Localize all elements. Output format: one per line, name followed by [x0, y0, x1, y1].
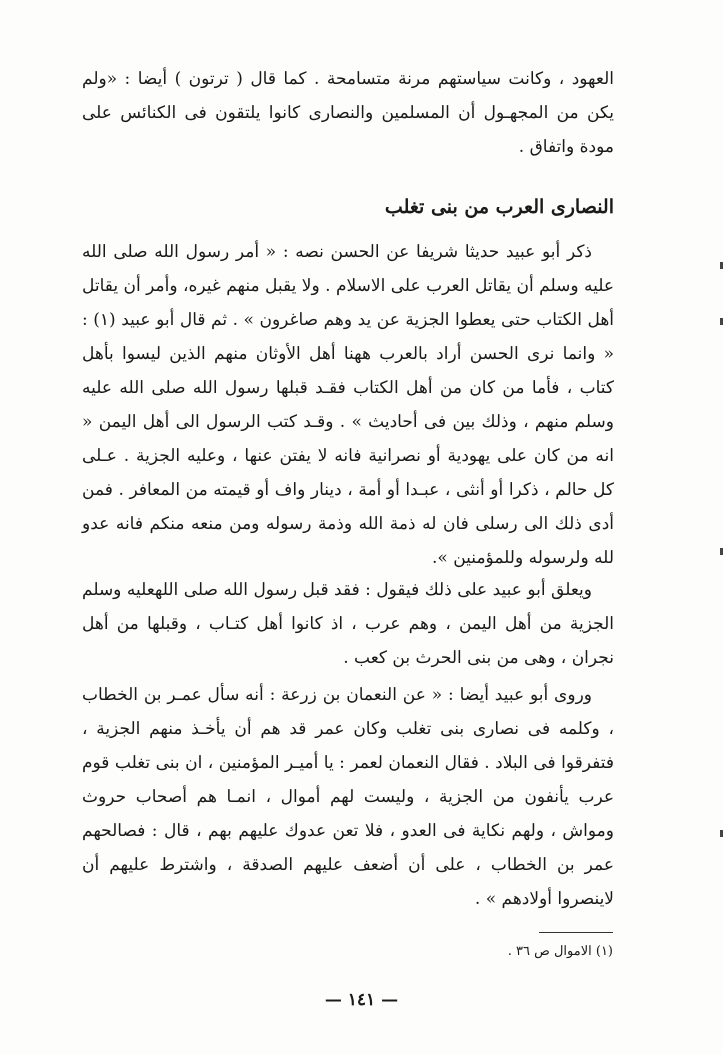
section-heading: النصارى العرب من بنى تغلب	[384, 196, 614, 218]
intro-paragraph: العهود ، وكانت سياستهم مرنة متسامحة . كما قال ( ترتون ) أيضا : «ولم يكن من المجهـول أن المسلمين والنصارى كانوا يلتقون فى الكنائس على مودة واتفاق .	[82, 69, 614, 157]
footnote-divider	[539, 932, 613, 933]
body-paragraph: وروى أبو عبيد أيضا : « عن النعمان بن زرعة : أنه سأل عمـر بن الخطاب ، وكلمه فى نصارى بنى تغلب وكان عمر قد هم أن يأخـذ منهم الجزية ، فتفرقوا فى البلاد . فقال النعمان لعمر : يا أميـر المؤمنين ، ان بنى تغلب قوم عرب يأنفون من الجزية ، وليست لهم أموال ، انمـا هم أصحاب حروث ومواش ، ولهم نكاية فى العدو ، فلا تعن عدوك عليهم بهم ، قال : فصالحهم عمر بن الخطاب ، على أن أضعف عليهم الصدقة ، واشترط عليهم أن لاينصروا أولادهم » .	[82, 685, 614, 909]
body-paragraph: ويعلق أبو عبيد على ذلك فيقول : فقد قبل رسول الله صلى اللهعليه وسلم الجزية من أهل اليمن ، وهم عرب ، اذ كانوا أهل كتـاب ، وقبلها من أهل نجران ، وهى من بنى الحرث بن كعب .	[82, 580, 614, 668]
body-paragraph: ذكر أبو عبيد حديثا شريفا عن الحسن نصه : « أمر رسول الله صلى الله عليه وسلم أن يقاتل العرب على الاسلام . ولا يقبل منهم غيره، وأمر أن يقاتل أهل الكتاب حتى يعطوا الجزية عن يد وهم صاغرون » . ثم قال أبو عبيد (١) : « وانما نرى الحسن أراد بالعرب ههنا أهل الأوثان منهم الذين ليسوا بأهل كتاب ، فأما من كان من أهل الكتاب فقـد قبلها رسول الله صلى الله عليه وسلم منهم ، وذلك بين فى أحاديث » . وقـد كتب الرسول الى أهل اليمن « انه من كان على يهودية أو نصرانية فانه لا يفتن عنها ، وعليه الجزية . عـلى كل حالم ، ذكرا أو أنثى ، عبـدا أو أمة ، دينار واف أو قيمته من المعافر . فمن أدى ذلك الى رسلى فان له ذمة الله وذمة رسوله ومن منعه منكم فانه عدو لله ولرسوله وللمؤمنين ».	[82, 242, 615, 568]
page-number: — ١٤١ —	[324, 990, 399, 1010]
footnote: (١) الاموال ص ٣٦ .	[507, 944, 613, 959]
